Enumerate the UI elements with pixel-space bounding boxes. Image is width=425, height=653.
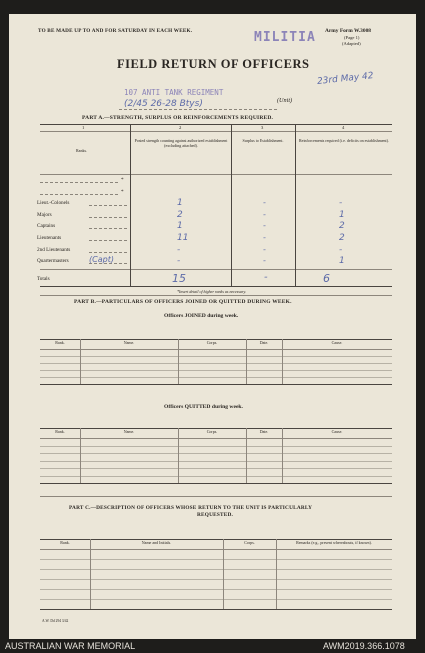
joined-col-header: Rank. <box>55 340 65 345</box>
posted-value: 1 <box>177 221 183 231</box>
col-header-reinforcements: Reinforcements required (i.e. deficits on establishment). <box>299 138 389 143</box>
row-leader-line <box>89 205 127 206</box>
unit-label: (Unit) <box>277 97 293 104</box>
quitted-col-header: Cause. <box>331 429 343 434</box>
unit-typed: 107 ANTI TANK REGIMENT <box>124 88 224 97</box>
col-header-posted: Posted strength counting against authorized establishment (excluding attached). <box>134 138 228 148</box>
footer-accession: AWM2019.366.1078 <box>323 641 405 651</box>
totals-posted: 15 <box>172 272 186 285</box>
part-a-footnote: *Insert detail of higher ranks as necessary. <box>177 289 246 294</box>
surplus-value: - <box>263 210 266 219</box>
totals-reinforcements: 6 <box>323 272 330 285</box>
rank-label: Majors <box>37 212 52 218</box>
quitted-col-header: Corps. <box>206 429 218 434</box>
page-note: (Page 1) <box>344 35 360 40</box>
joined-title: Officers JOINED during week. <box>164 313 239 319</box>
quitted-col-header: Date. <box>259 429 269 434</box>
posted-value: 11 <box>177 233 189 243</box>
col-number-4: 4 <box>342 125 345 130</box>
joined-col-header: Corps. <box>206 340 218 345</box>
surplus-value: - <box>263 221 266 230</box>
print-code: A.W. Dd 294 3/42 <box>42 619 69 623</box>
rank-label: Lieutenants <box>37 235 62 241</box>
part-c-col-header: Corps. <box>244 540 255 545</box>
part-c-title-line1: PART C.—DESCRIPTION OF OFFICERS WHOSE RETURN TO THE UNIT IS PARTICULARLY <box>69 505 313 511</box>
part-c-title-line2: REQUESTED. <box>197 512 233 518</box>
rank-label: Captains <box>37 223 56 229</box>
row-leader-line <box>40 194 118 195</box>
rank-label: * <box>121 189 124 195</box>
rank-label: Quartermasters <box>37 258 69 264</box>
surplus-value: - <box>263 245 266 254</box>
joined-col-header: Date. <box>259 340 269 345</box>
totals-surplus: - <box>264 272 268 283</box>
joined-col-header: Name. <box>123 340 135 345</box>
col-number-1: 1 <box>82 125 85 130</box>
surplus-value: - <box>263 233 266 242</box>
reinforcements-value: - <box>339 198 343 208</box>
col-number-2: 2 <box>179 125 182 130</box>
rank-note: (Capt) <box>89 255 114 264</box>
footer-institution: AUSTRALIAN WAR MEMORIAL <box>5 641 136 651</box>
joined-col-header: Cause. <box>331 340 343 345</box>
totals-label: Totals <box>37 276 50 282</box>
posted-value: - <box>177 245 181 255</box>
col-header-surplus: Surplus to Establishment. <box>242 138 284 143</box>
unit-line <box>119 109 277 110</box>
surplus-value: - <box>263 256 266 265</box>
part-b-title: PART B.—PARTICULARS OF OFFICERS JOINED OR QUITTED DURING WEEK. <box>74 299 292 305</box>
part-a-top-border <box>40 124 392 125</box>
part-a-title: PART A.—STRENGTH, SURPLUS OR REINFORCEMENTS REQUIRED. <box>82 115 274 121</box>
posted-value: - <box>177 256 181 266</box>
form-title: FIELD RETURN OF OFFICERS <box>117 57 310 71</box>
col-header-ranks: Ranks. <box>76 148 87 153</box>
part-c-col-header: Name and Initials. <box>141 540 172 545</box>
reinforcements-value: - <box>339 245 343 255</box>
posted-value: 1 <box>177 198 183 208</box>
handwritten-date: 23rd May 42 <box>316 71 375 87</box>
reinforcements-value: 1 <box>339 210 345 220</box>
instruction-text: TO BE MADE UP TO AND FOR SATURDAY IN EACH WEEK. <box>38 28 193 34</box>
row-leader-line <box>89 240 127 241</box>
part-c-col-header: Rank. <box>60 540 70 545</box>
row-leader-line <box>89 217 127 218</box>
surplus-value: - <box>263 198 266 207</box>
militia-stamp: MILITIA <box>254 30 316 45</box>
adapted-note: (Adapted) <box>342 41 361 46</box>
row-leader-line <box>40 182 118 183</box>
reinforcements-value: 1 <box>339 256 345 266</box>
quitted-title: Officers QUITTED during week. <box>164 404 243 410</box>
form-sheet <box>9 14 416 639</box>
rank-label: Lieut.-Colonels <box>37 200 70 206</box>
row-leader-line <box>89 252 127 253</box>
part-c-col-header: Remarks (e.g., present whereabouts, if known). <box>296 540 372 545</box>
posted-value: 2 <box>177 210 183 220</box>
part-a-bottom-border <box>40 286 392 287</box>
quitted-col-header: Name. <box>123 429 135 434</box>
reinforcements-value: 2 <box>339 221 345 231</box>
col-number-3: 3 <box>261 125 264 130</box>
rank-label: * <box>121 177 124 183</box>
reinforcements-value: 2 <box>339 233 345 243</box>
row-leader-line <box>89 228 127 229</box>
unit-handwritten: (2/45 26-28 Btys) <box>124 99 203 109</box>
form-number: Army Form W.3008 <box>325 28 371 34</box>
quitted-col-header: Rank. <box>55 429 65 434</box>
rank-label: 2nd Lieutenants <box>37 247 71 253</box>
